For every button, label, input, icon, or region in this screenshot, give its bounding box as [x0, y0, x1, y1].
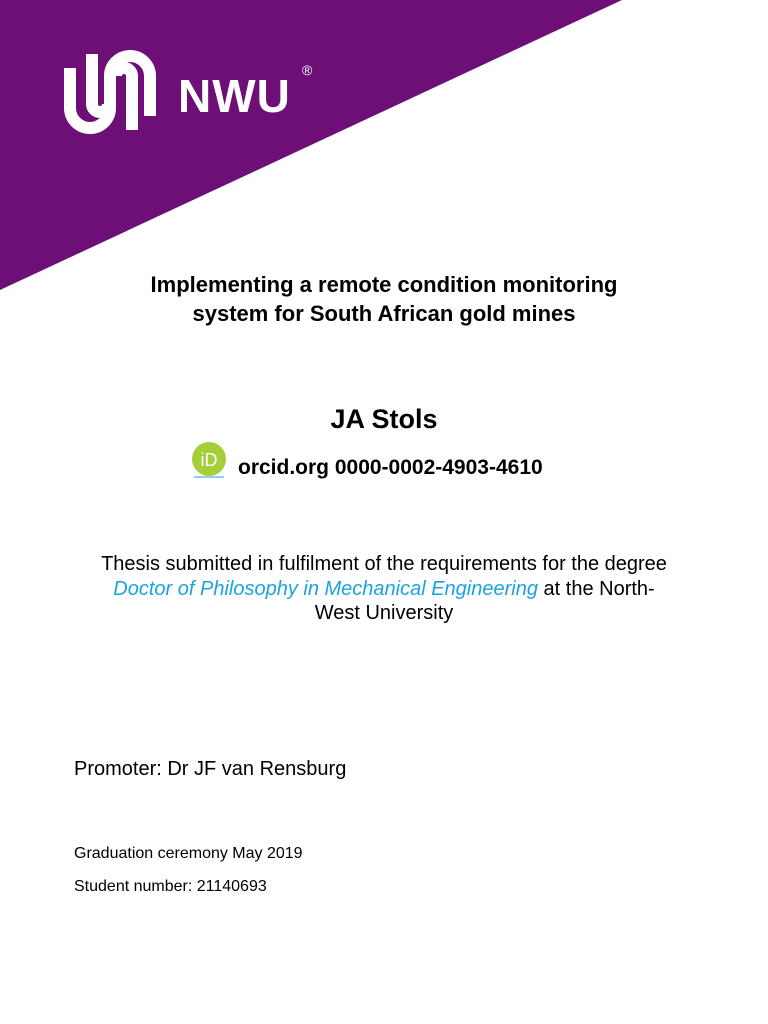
- nwu-logo-icon: [62, 46, 162, 138]
- degree-name: Doctor of Philosophy in Mechanical Engineering: [113, 577, 538, 600]
- thesis-line-1: Thesis submitted in fulfilment of the requirements for the degree: [101, 553, 667, 575]
- student-number: Student number: 21140693: [74, 878, 267, 895]
- promoter: Promoter: Dr JF van Rensburg: [74, 758, 347, 780]
- thesis-line-3: West University: [314, 602, 454, 624]
- author-name: JA Stols: [330, 404, 438, 434]
- thesis-statement: [60, 552, 708, 626]
- title-line-2: system for South African gold mines: [192, 301, 576, 326]
- orcid-link[interactable]: orcid.org 0000-0002-4903-4610: [238, 456, 543, 479]
- orcid-icon-label: iD: [200, 450, 218, 470]
- orcid-icon[interactable]: [190, 442, 228, 478]
- purple-banner: [0, 0, 768, 300]
- thesis-title: [0, 270, 768, 328]
- graduation-ceremony: Graduation ceremony May 2019: [74, 845, 303, 862]
- thesis-line-2: at the North-: [543, 577, 655, 600]
- registered-mark: ®: [302, 62, 313, 78]
- title-line-1: Implementing a remote condition monitoring: [150, 272, 618, 297]
- nwu-logo-text: NWU: [178, 70, 291, 122]
